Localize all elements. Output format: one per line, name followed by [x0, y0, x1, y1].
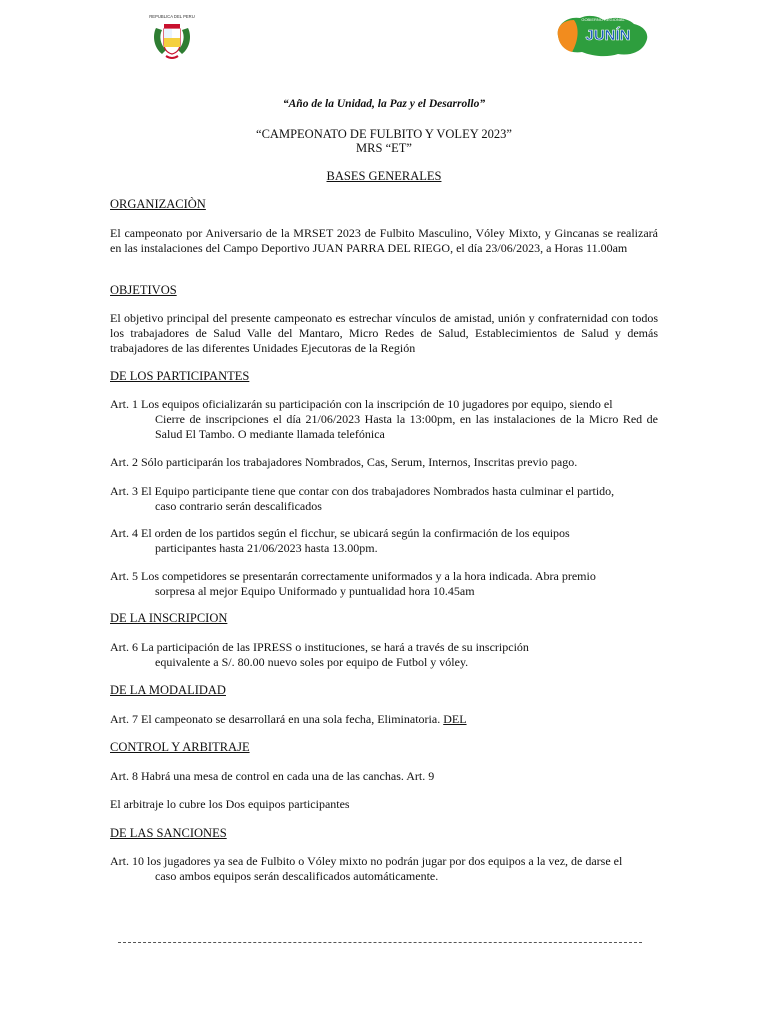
- article-10: [110, 854, 658, 884]
- section-heading-participantes: DE LOS PARTICIPANTES: [110, 369, 250, 383]
- article-6-continuation: equivalente a S/. 80.00 nuevo soles por equipo de Futbol y vóley.: [155, 655, 469, 669]
- article-7-text: Art. 7 El campeonato se desarrollará en una sola fecha, Eliminatoria.: [110, 712, 444, 726]
- peru-coat-of-arms-icon: [146, 12, 198, 64]
- article-4: [110, 526, 658, 556]
- section-heading-organizacion: ORGANIZACIÒN: [110, 197, 206, 211]
- article-7-underlined-tail: DEL: [443, 712, 467, 726]
- article-6: [110, 640, 658, 670]
- footer-dashed-divider: [118, 942, 642, 943]
- article-1-line1: Art. 1 Los equipos oficializarán su participación con la inscripción de 10 jugadores por equipo, siendo el: [110, 397, 613, 411]
- document-title-line2: MRS “ET”: [356, 141, 412, 155]
- junin-region-logo-icon: [554, 12, 652, 58]
- article-1: [110, 397, 658, 442]
- article-4-continuation: participantes hasta 21/06/2023 hasta 13.00pm.: [155, 541, 378, 555]
- article-8: Art. 8 Habrá una mesa de control en cada una de las canchas. Art. 9: [110, 769, 435, 783]
- article-10-continuation: caso ambos equipos serán descalificados automáticamente.: [155, 869, 439, 883]
- article-7: [110, 712, 658, 727]
- section-heading-modalidad: DE LA MODALIDAD: [110, 683, 226, 697]
- coat-of-arms-caption: REPUBLICA DEL PERU: [149, 14, 195, 19]
- article-3: [110, 484, 658, 514]
- article-3-continuation: caso contrario serán descalificados: [155, 499, 322, 513]
- document-subtitle: BASES GENERALES: [326, 169, 442, 183]
- objetivos-paragraph: El objetivo principal del presente campeonato es estrechar vínculos de amistad, unión y confraternidad con todos los trabajadores de Salud Valle del Mantaro, Micro Redes de Salud, Establecimientos de Salud y demás trabajadores de las diferentes Unidades Ejecutoras de la Región: [110, 311, 658, 355]
- section-heading-inscripcion: DE LA INSCRIPCION: [110, 611, 228, 625]
- section-heading-control: CONTROL Y ARBITRAJE: [110, 740, 250, 754]
- article-3-line1: Art. 3 El Equipo participante tiene que contar con dos trabajadores Nombrados hasta culminar el partido,: [110, 484, 615, 498]
- junin-logo-text: JUNÍN: [585, 27, 631, 44]
- motto: “Año de la Unidad, la Paz y el Desarrollo”: [282, 98, 486, 110]
- article-6-line1: Art. 6 La participación de las IPRESS o instituciones, se hará a través de su inscripción: [110, 640, 529, 654]
- article-5-line1: Art. 5 Los competidores se presentarán correctamente uniformados y a la hora indicada. Abra premio: [110, 569, 596, 583]
- article-4-line1: Art. 4 El orden de los partidos según el ficchur, se ubicará según la confirmación de los equipos: [110, 526, 570, 540]
- section-heading-sanciones: DE LAS SANCIONES: [110, 826, 227, 840]
- article-2: Art. 2 Sólo participarán los trabajadores Nombrados, Cas, Serum, Internos, Inscritas previo pago.: [110, 455, 578, 469]
- article-5-continuation: sorpresa al mejor Equipo Uniformado y puntualidad hora 10.45am: [155, 584, 475, 598]
- organizacion-paragraph: El campeonato por Aniversario de la MRSET 2023 de Fulbito Masculino, Vóley Mixto, y Gincanas se realizará en las instalaciones del Campo Deportivo JUAN PARRA DEL RIEGO, el día 23/06/2023, a Horas 11.00am: [110, 226, 658, 255]
- article-10-line1: Art. 10 los jugadores ya sea de Fulbito o Vóley mixto no podrán jugar por dos equipos a la vez, de darse el: [110, 854, 623, 868]
- junin-logo-caption: GOBIERNO REGIONAL: [581, 17, 625, 22]
- document-title-line1: “CAMPEONATO DE FULBITO Y VOLEY 2023”: [256, 127, 512, 141]
- section-heading-objetivos: OBJETIVOS: [110, 283, 177, 297]
- article-1-continuation: Cierre de inscripciones el día 21/06/2023 Hasta la 13:00pm, en las instalaciones de la Micro Red de Salud El Tambo. O mediante llamada telefónica: [155, 412, 658, 441]
- arbitraje-paragraph: El arbitraje lo cubre los Dos equipos participantes: [110, 797, 350, 811]
- article-5: [110, 569, 658, 599]
